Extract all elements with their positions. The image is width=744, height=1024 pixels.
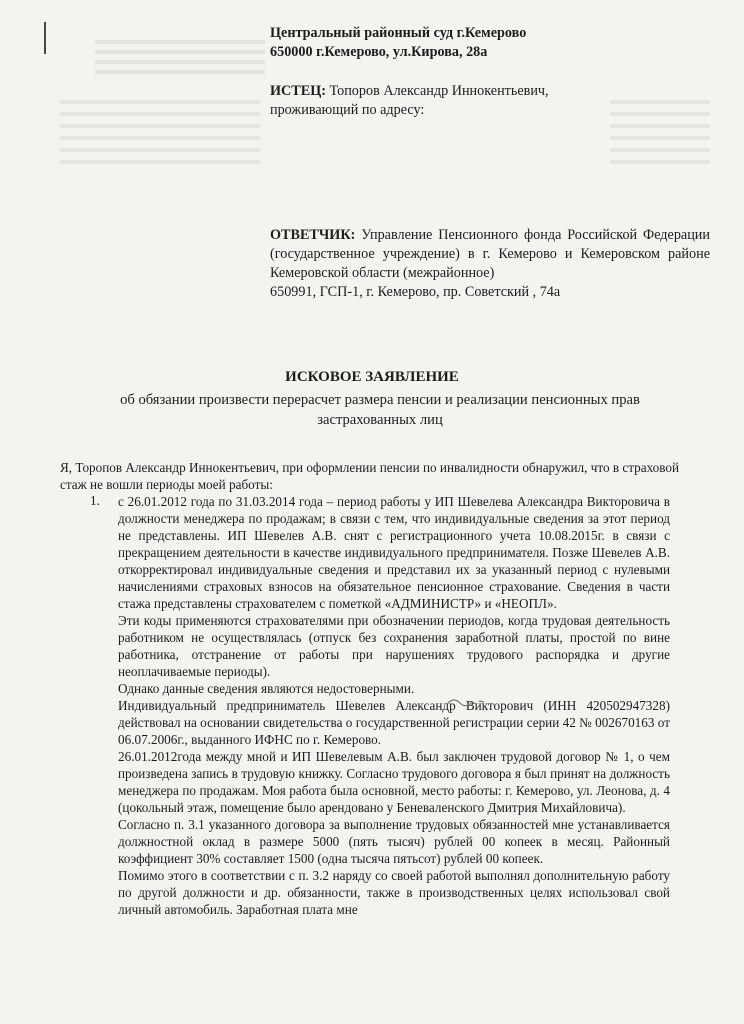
document-title: ИСКОВОЕ ЗАЯВЛЕНИЕ — [285, 369, 459, 385]
plaintiff-address: проживающий по адресу: — [270, 102, 425, 118]
plaintiff-block — [270, 82, 710, 120]
paragraph: Эти коды применяются страхователями при обозначении периодов, когда трудовая деятельность работником не осуществлялась (отпуск без сохранения заработной платы, простой по вине работника, отстранение от работы при нарушениях трудового распорядка и другие неоплачиваемые периоды). — [118, 613, 670, 679]
subtitle-line-1: об обязании произвести перерасчет размера пенсии и реализации пенсионных прав — [120, 392, 640, 408]
paragraph: Однако данные сведения являются недостоверными. — [118, 681, 415, 696]
bleed-through-shadow — [60, 92, 260, 164]
court-address: 650000 г.Кемерово, ул.Кирова, 28а — [270, 44, 488, 60]
bleed-through-shadow — [95, 34, 265, 78]
paragraph: с 26.01.2012 года по 31.03.2014 года – период работы у ИП Шевелева Александра Викторовича в должности менеджера по продажам; в связи с тем, что индивидуальные сведения за этот период не представлены. ИП Шевелев А.В. снят с регистрационного учета 10.08.2015г. в связи с прекращением деятельности в качестве индивидуального предпринимателя. Позже Шевелев А.В. откорректировал индивидуальные сведения и представил их за указанный период с нулевыми начислениями страховых взносов на обязательное пенсионное страхование. Сведения в части стажа представлены страхователем с пометкой «АДМИНИСТР» и «НЕОПЛ». — [118, 494, 670, 611]
defendant-address: 650991, ГСП-1, г. Кемерово, пр. Советский , 74а — [270, 284, 561, 300]
defendant-label: ОТВЕТЧИК: — [270, 227, 356, 243]
claim-body — [118, 493, 670, 918]
court-name: Центральный районный суд г.Кемерово — [270, 25, 527, 41]
margin-pen-mark — [44, 22, 46, 54]
paragraph: Согласно п. 3.1 указанного договора за выполнение трудовых обязанностей мне устанавливается должностной оклад в размере 5000 (пять тысяч) рублей 00 копеек в месяц. Районный коэффициент 30% составляет 1500 (одна тысяча пятьсот) рублей 00 копеек. — [118, 817, 670, 866]
plaintiff-label: ИСТЕЦ: — [270, 83, 326, 99]
intro-paragraph: Я, Торопов Александр Иннокентьевич, при оформлении пенсии по инвалидности обнаружил, что в страховой стаж не вошли периоды моей работы: — [60, 460, 680, 492]
paragraph: 26.01.2012года между мной и ИП Шевелевым А.В. был заключен трудовой договор № 1, о чем произведена запись в трудовую книжку. Согласно трудового договора я был принят на должность менеджера по продажам. Моя работа была основной, место работы: г. Кемерово, ул. Леонова, д. 4 (цокольный этаж, помещение было арендовано у Беневаленского Дмитрия Михайловича). — [118, 749, 670, 815]
subtitle-line-2: застрахованных лиц — [317, 412, 443, 428]
list-item-number: 1. — [90, 493, 100, 508]
document-subtitle — [70, 390, 690, 430]
plaintiff-name: Топоров Александр Иннокентьевич, — [329, 83, 549, 99]
paragraph: Помимо этого в соответствии с п. 3.2 наряду со своей работой выполнял дополнительную работу по другой должности и др. обязанности, также в производственных целях использовал свой личный автомобиль. Заработная плата мне — [118, 868, 670, 917]
defendant-name: Управление Пенсионного фонда Российской Федерации (государственное учреждение) в г. Кемерово и Кемеровском районе Кемеровской области (межрайонное) — [270, 227, 710, 281]
paragraph: Индивидуальный предприниматель Шевелев Александр Викторович (ИНН 420502947328) действовал на основании свидетельства о государственной регистрации серии 42 № 002670163 от 06.07.2006г., выданного ИФНС по г. Кемерово. — [118, 698, 670, 747]
pen-scribble — [446, 695, 486, 709]
court-block — [270, 24, 710, 62]
defendant-block — [270, 226, 710, 302]
